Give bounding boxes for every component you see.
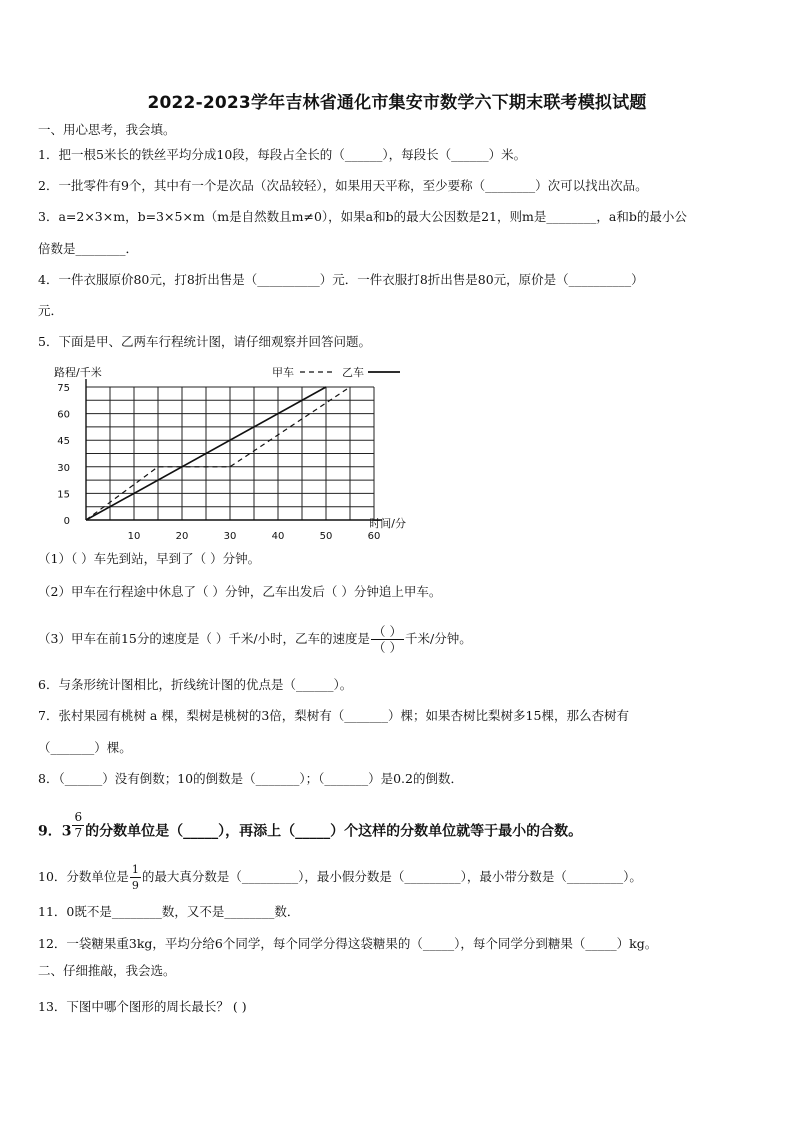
chart-x-axis-label: 时间/分	[369, 517, 406, 530]
question-9	[38, 810, 754, 847]
question-3-line-2: 倍数是________．	[38, 241, 139, 256]
x-tick-label: 20	[175, 531, 189, 542]
chart-y-axis-label: 路程/千米	[54, 366, 102, 379]
question-10-text-b: 的最大真分数是（_________），最小假分数是（_________），最小带分数是（_________）。	[141, 869, 642, 884]
chart-grid	[86, 387, 374, 520]
question-10	[38, 862, 754, 893]
page-title: 2022-2023学年吉林省通化市集安市数学六下期末联考模拟试题	[147, 93, 647, 113]
question-11: 11．0既不是________数，又不是________数．	[38, 904, 300, 919]
question-2: 2．一批零件有9个，其中有一个是次品（次品较轻），如果用天平称，至少要称（________）次可以找出次品。	[38, 178, 648, 193]
x-tick-label: 30	[223, 531, 237, 542]
x-tick-label: 50	[319, 531, 333, 542]
y-tick-label: 30	[57, 462, 70, 474]
question-4-line-2: 元．	[38, 303, 64, 318]
section-1-heading: 一、用心思考，我会填。	[38, 122, 176, 137]
y-tick-label: 45	[57, 436, 70, 448]
x-tick-label: 10	[127, 531, 141, 542]
unit-fraction-denominator: 9	[131, 879, 139, 892]
y-tick-label: 0	[63, 516, 70, 527]
travel-line-chart	[40, 362, 410, 542]
question-5-sub-1: （1）（ ）车先到站，早到了（ ）分钟。	[38, 551, 261, 566]
y-tick-label: 15	[57, 489, 70, 501]
legend-label-yi: 乙车	[342, 366, 364, 379]
question-9-text: 的分数单位是（_____），再添上（_____）个这样的分数单位就等于最小的合数。	[85, 823, 583, 840]
y-tick-label: 60	[57, 409, 70, 421]
question-5-sub-2: （2）甲车在行程途中休息了（ ）分钟，乙车出发后（ ）分钟追上甲车。	[38, 584, 442, 599]
question-5-sub-3-text: （3）甲车在前15分的速度是（ ）千米/小时，乙车的速度是	[38, 631, 371, 646]
chart-legend	[272, 366, 400, 379]
mixed-fraction-denominator: 7	[74, 826, 83, 840]
question-7-line-2: （_______）棵。	[38, 740, 132, 755]
question-13: 13．下图中哪个图形的周长最长？ ( )	[38, 999, 247, 1014]
chart-tick-labels	[57, 383, 380, 542]
unit-fraction	[130, 862, 141, 893]
question-10-text-a: 10．分数单位是	[38, 869, 129, 884]
question-6: 6．与条形统计图相比，折线统计图的优点是（______）。	[38, 677, 353, 692]
blank-fraction	[371, 624, 404, 655]
mixed-fraction	[72, 810, 84, 841]
question-7-line-1: 7．张村果园有桃树 a 棵，梨树是桃树的3倍，梨树有（_______）棵；如果杏树比梨树多15棵，那么杏树有	[38, 708, 629, 723]
blank-fraction-numerator: （ ）	[373, 624, 403, 639]
question-5-sub-3	[38, 624, 754, 655]
x-tick-label: 60	[367, 531, 381, 542]
x-tick-label: 40	[271, 531, 285, 542]
question-3-line-1: 3．a=2×3×m，b=3×5×m（m是自然数且m≠0），如果a和b的最大公因数是21，则m是________，a和b的最小公	[38, 209, 687, 224]
section-2-heading: 二、仔细推敲，我会选。	[38, 963, 176, 978]
y-tick-label: 75	[57, 383, 70, 394]
question-4-line-1: 4．一件衣服原价80元，打8折出售是（__________）元．一件衣服打8折出售是80元，原价是（__________）	[38, 272, 644, 287]
question-12: 12．一袋糖果重3kg，平均分给6个同学，每个同学分得这袋糖果的（_____），每个同学分到糖果（_____）kg。	[38, 936, 658, 951]
question-1: 1．把一根5米长的铁丝平均分成10段，每段占全长的（______），每段长（______）米。	[38, 147, 527, 162]
unit-fraction-numerator: 1	[131, 863, 139, 876]
question-8: 8．（______）没有倒数；10的倒数是（_______）；（_______）是0.2的倒数．	[38, 771, 463, 786]
blank-fraction-denominator: （ ）	[373, 640, 403, 655]
mixed-fraction-numerator: 6	[74, 810, 83, 824]
legend-label-jia: 甲车	[272, 366, 294, 379]
question-5: 5．下面是甲、乙两车行程统计图，请仔细观察并回答问题。	[38, 334, 371, 349]
question-5-sub-3-unit: 千米/分钟。	[405, 631, 472, 646]
question-9-whole: 9．3	[38, 823, 72, 840]
